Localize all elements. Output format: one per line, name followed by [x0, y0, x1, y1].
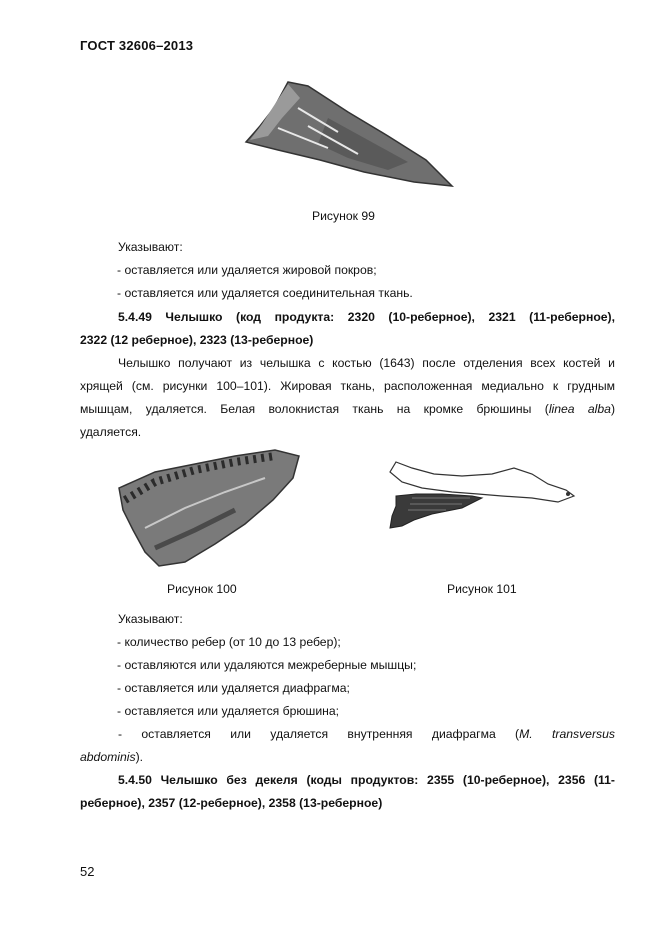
figure-101-image: [382, 456, 580, 536]
figure-99-caption: Рисунок 99: [312, 209, 375, 223]
page-number: 52: [80, 864, 95, 879]
section-550-heading: 5.4.50 Челышко без декеля (коды продуктов: 2355 (10-реберное), 2356 (11-: [118, 773, 615, 787]
section-549-paragraph-end: удаляется.: [80, 425, 142, 439]
figure-100-caption: Рисунок 100: [167, 582, 237, 596]
figure-100-image: [115, 448, 303, 570]
block2-item-last-cont: abdominis).: [80, 750, 144, 764]
block1-item: - оставляется или удаляется соединительная ткань.: [117, 286, 413, 300]
block1-intro: Указывают:: [118, 240, 183, 254]
block2-intro: Указывают:: [118, 612, 183, 626]
section-550-heading-cont: реберное), 2357 (12-реберное), 2358 (13-реберное): [80, 796, 383, 810]
section-549-paragraph-line: мышцам, удаляется. Белая волокнистая ткань на кромке брюшины (linea alba): [80, 402, 615, 416]
figure-99-image: [238, 78, 458, 190]
block2-item: - оставляется или удаляется диафрагма;: [117, 681, 350, 695]
section-549-paragraph: Челышко получают из челышка с костью (1643) после отделения всех костей и: [118, 356, 615, 370]
block2-item: - количество ребер (от 10 до 13 ребер);: [117, 635, 341, 649]
block2-item: - оставляются или удаляются межреберные мышцы;: [117, 658, 417, 672]
section-549-paragraph-line: хрящей (см. рисунки 100–101). Жировая ткань, расположенная медиально к грудным: [80, 379, 615, 393]
document-code: ГОСТ 32606–2013: [80, 38, 194, 53]
block1-item: - оставляется или удаляется жировой покров;: [117, 263, 377, 277]
figure-101-caption: Рисунок 101: [447, 582, 517, 596]
section-549-heading-cont: 2322 (12 реберное), 2323 (13-реберное): [80, 333, 314, 347]
block2-item-last: - оставляется или удаляется внутренняя диафрагма (M. transversus: [118, 727, 615, 741]
section-549-heading: 5.4.49 Челышко (код продукта: 2320 (10-реберное), 2321 (11-реберное),: [118, 310, 615, 324]
block2-item: - оставляется или удаляется брюшина;: [117, 704, 340, 718]
